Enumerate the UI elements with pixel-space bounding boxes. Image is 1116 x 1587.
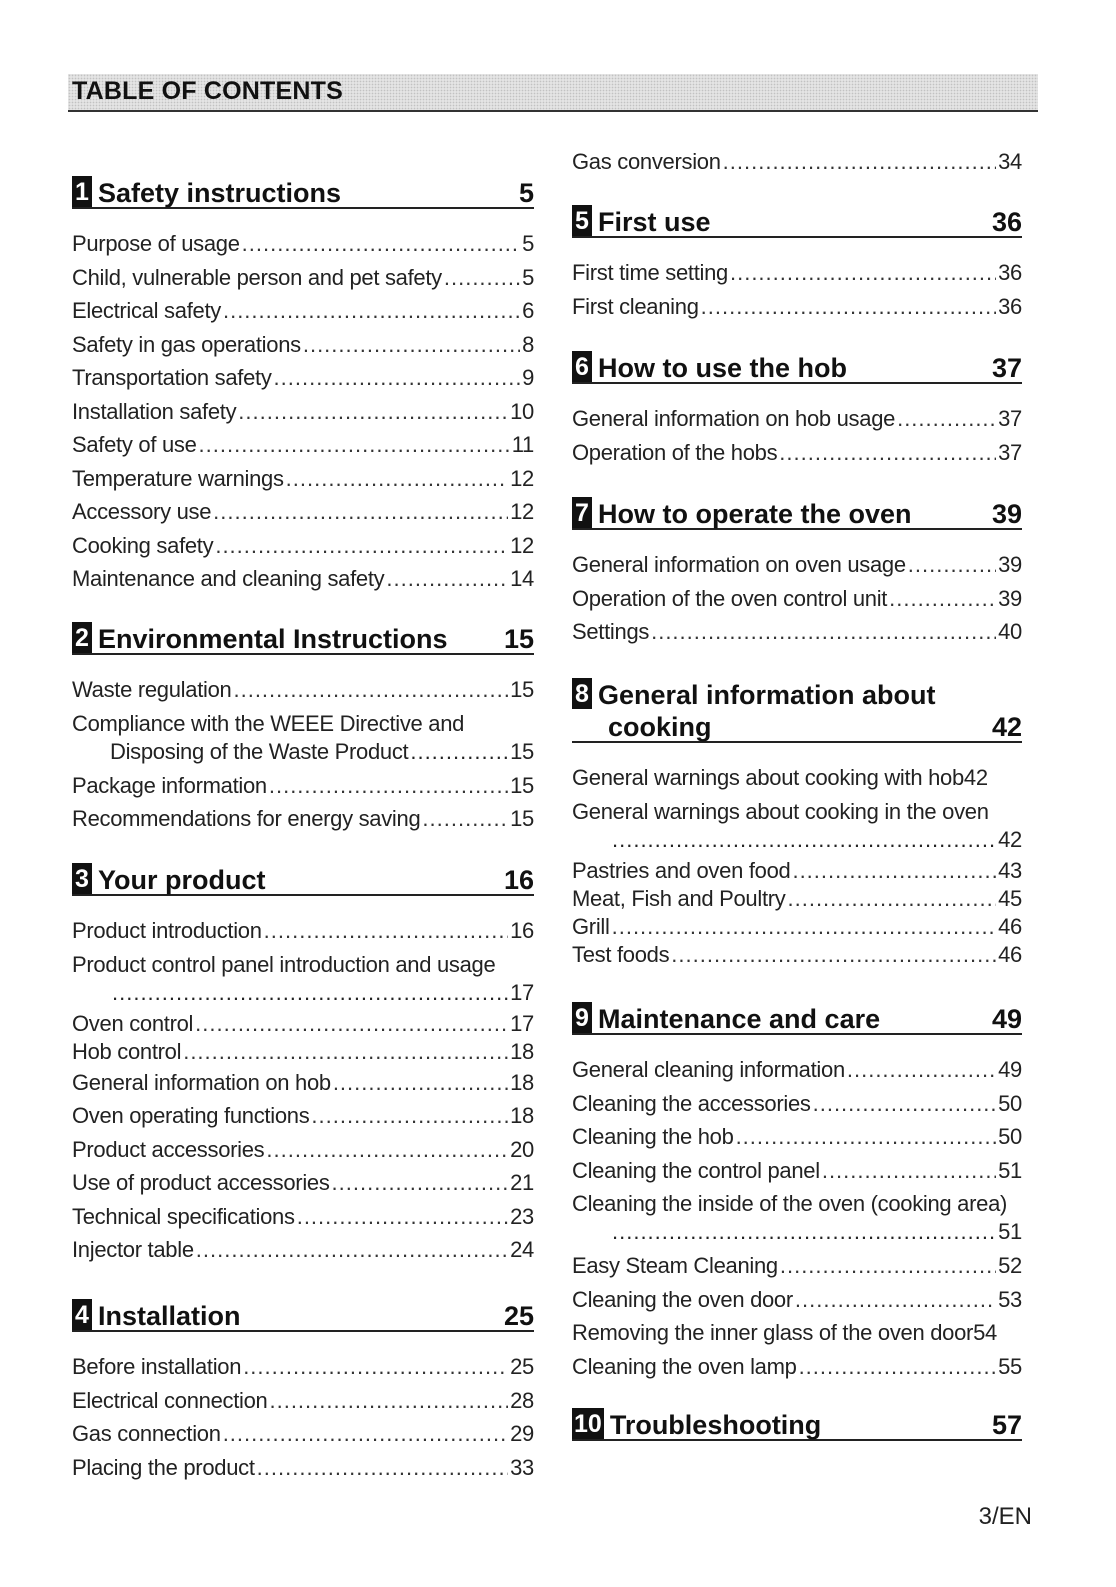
section-9: [572, 1002, 1022, 1383]
entry-page: 5: [522, 231, 534, 256]
entry-text: Injector table: [72, 1237, 194, 1262]
entry-page: 50: [998, 1090, 1022, 1116]
entry-text: Purpose of usage: [72, 231, 240, 256]
section-page: 57: [991, 1409, 1022, 1440]
entry-text: Cooking safety: [72, 532, 214, 558]
toc-entry[interactable]: [72, 361, 534, 395]
section-page: 16: [503, 864, 534, 895]
entry-page: 5: [522, 264, 534, 290]
entry-list: [572, 256, 1022, 323]
toc-entry[interactable]: [572, 436, 1022, 470]
section-title: How to operate the oven: [598, 498, 912, 529]
entry-text: Oven operating functions: [72, 1103, 310, 1128]
entry-text: Use of product accessories: [72, 1170, 330, 1195]
entry-page: 39: [998, 585, 1022, 611]
section-page: 36: [991, 206, 1022, 237]
toc-entry[interactable]: [72, 1133, 534, 1167]
entry-text: General information on oven usage: [572, 552, 906, 577]
entry-text: Safety of use: [72, 432, 197, 457]
section-number: 1: [72, 176, 92, 207]
entry-page: 17: [510, 1010, 534, 1036]
toc-entry[interactable]: [572, 885, 1022, 913]
entry-page: 51: [998, 1219, 1022, 1244]
toc-entry[interactable]: [572, 615, 1022, 649]
entry-text: General information on hob: [72, 1069, 331, 1095]
entry-page: 18: [510, 1038, 534, 1064]
entry-page: 15: [510, 738, 534, 764]
entry-list: [572, 1053, 1022, 1383]
toc-entry[interactable]: [572, 582, 1022, 616]
section-heading[interactable]: [72, 622, 534, 655]
entry-page: 36: [998, 293, 1022, 319]
entry-page: 28: [510, 1387, 534, 1413]
entry-page: 23: [510, 1203, 534, 1229]
entry-text: Electrical safety: [72, 298, 221, 323]
section-page: 42: [991, 712, 1022, 742]
entry-text: Temperature warnings: [72, 465, 284, 491]
entry-page: 43: [998, 857, 1022, 883]
entry-page: 34: [998, 149, 1022, 174]
entry-text: Product accessories: [72, 1136, 265, 1162]
toc-entry[interactable]: [572, 145, 1022, 179]
entry-text: Cleaning the control panel: [572, 1157, 820, 1183]
section-title-continued: cooking: [608, 712, 712, 742]
section-title: Your product: [98, 864, 266, 895]
entry-text: Electrical connection: [72, 1387, 268, 1413]
toc-entry[interactable]: [572, 290, 1022, 324]
entry-page: 18: [510, 1069, 534, 1095]
entry-page: 37: [998, 439, 1022, 465]
entry-text: General warnings about cooking with hob: [572, 765, 964, 791]
entry-page: 20: [510, 1136, 534, 1162]
toc-entry[interactable]: [72, 495, 534, 529]
section-page: 49: [991, 1003, 1022, 1034]
entry-text: Technical specifications: [72, 1203, 295, 1229]
entry-text: Compliance with the WEEE Directive and: [72, 710, 465, 736]
entry-list: [572, 761, 1022, 969]
entry-list: [72, 914, 534, 1267]
entry-page: 25: [510, 1354, 534, 1379]
section-title: Environmental Instructions: [98, 623, 448, 654]
section-heading[interactable]: [72, 863, 534, 896]
entry-text: Cleaning the accessories: [572, 1090, 811, 1116]
section-heading[interactable]: [572, 351, 1022, 384]
entry-text: Settings: [572, 619, 650, 644]
entry-page: 37: [998, 406, 1022, 431]
entry-page: 42: [998, 826, 1022, 852]
entry-list: [572, 548, 1022, 649]
section-3: [72, 863, 534, 1267]
entry-text: Gas connection: [72, 1421, 221, 1446]
entry-text: Placing the product: [72, 1454, 255, 1480]
toc-entry[interactable]: [72, 562, 534, 596]
entry-text: Gas conversion: [572, 149, 721, 174]
entry-text: General information on hob usage: [572, 406, 896, 431]
toc-entry[interactable]: [72, 1451, 534, 1485]
entry-text: First time setting: [572, 260, 728, 285]
entry-page: 21: [510, 1170, 534, 1195]
entry-page: 51: [998, 1157, 1022, 1183]
entry-page: 36: [998, 260, 1022, 285]
section-number: 7: [572, 497, 592, 528]
entry-page: 46: [998, 913, 1022, 939]
entry-text: Transportation safety: [72, 365, 272, 390]
toc-entry[interactable]: [72, 1038, 534, 1066]
section-number: 6: [572, 351, 592, 382]
entry-text: Before installation: [72, 1354, 242, 1379]
entry-text: Easy Steam Cleaning: [572, 1253, 778, 1278]
section-number: 10: [574, 1410, 602, 1438]
section-heading[interactable]: [572, 1408, 1022, 1441]
entry-page: 46: [998, 941, 1022, 967]
section-heading[interactable]: [72, 176, 534, 209]
entry-page: 6: [522, 298, 534, 323]
section-number: 9: [572, 1002, 592, 1033]
toc-entry[interactable]: [572, 913, 1022, 941]
toc-entry[interactable]: [72, 328, 534, 362]
entry-text: Accessory use: [72, 499, 212, 524]
entry-page: 39: [998, 552, 1022, 577]
entry-page: 18: [510, 1103, 534, 1128]
section-number: 5: [572, 205, 592, 236]
entry-text: Maintenance and cleaning safety: [72, 566, 385, 591]
toc-entry[interactable]: [72, 1350, 534, 1384]
toc-entry[interactable]: [72, 294, 534, 328]
entry-list: [72, 1350, 534, 1484]
toc-entry[interactable]: [72, 395, 534, 429]
toc-entry[interactable]: [72, 710, 534, 766]
entry-list: [572, 402, 1022, 469]
entry-page: 45: [998, 885, 1022, 911]
toc-header: [68, 74, 1038, 112]
toc-entry[interactable]: [572, 1316, 1022, 1350]
entry-text: Product control panel introduction and usage: [72, 951, 496, 977]
toc-entry[interactable]: [72, 1010, 534, 1038]
toc-entry[interactable]: [72, 1233, 534, 1267]
toc-entry[interactable]: [572, 1154, 1022, 1188]
entry-text: First cleaning: [572, 293, 699, 319]
section-title: General information about: [598, 679, 936, 710]
entry-page: 50: [998, 1124, 1022, 1149]
entry-text: Removing the inner glass of the oven door: [572, 1320, 974, 1345]
entry-text: Child, vulnerable person and pet safety: [72, 264, 442, 290]
entry-text: Grill: [572, 913, 610, 939]
entry-page: 8: [522, 331, 534, 357]
continued-entry: [572, 145, 1022, 179]
section-title: Maintenance and care: [598, 1003, 881, 1034]
toc-entry[interactable]: [72, 1384, 534, 1418]
toc-entry[interactable]: [72, 802, 534, 836]
entry-text: Operation of the oven control unit: [572, 585, 888, 611]
toc-entry[interactable]: [572, 1120, 1022, 1154]
toc-entry[interactable]: [572, 941, 1022, 969]
toc-entry[interactable]: [572, 1190, 1022, 1246]
entry-page: 24: [510, 1237, 534, 1262]
section-heading[interactable]: [572, 205, 1022, 238]
entry-text: Pastries and oven food: [572, 857, 791, 883]
section-1: [72, 176, 534, 596]
entry-page: 49: [998, 1057, 1022, 1082]
entry-page: 14: [510, 566, 534, 591]
toc-entry[interactable]: [72, 914, 534, 948]
entry-page: 12: [510, 532, 534, 558]
toc-entry[interactable]: [572, 1249, 1022, 1283]
entry-page: 9: [522, 365, 534, 390]
entry-text: Oven control: [72, 1010, 194, 1036]
entry-page: 54: [973, 1320, 997, 1345]
toc-entry[interactable]: [72, 673, 534, 707]
entry-text: Test foods: [572, 941, 670, 967]
section-heading[interactable]: [72, 1299, 534, 1332]
entry-page: 11: [511, 432, 534, 457]
toc-entry[interactable]: [72, 529, 534, 563]
section-number: 3: [72, 863, 92, 894]
entry-text: Installation safety: [72, 398, 237, 424]
toc-entry[interactable]: [72, 769, 534, 803]
section-heading[interactable]: [572, 497, 1022, 530]
entry-text: Hob control: [72, 1038, 182, 1064]
entry-page: 29: [510, 1421, 534, 1446]
toc-entry[interactable]: [572, 548, 1022, 582]
entry-page: 12: [510, 499, 534, 524]
page-number: 3/EN: [978, 1503, 1032, 1530]
toc-entry[interactable]: [572, 1087, 1022, 1121]
entry-page: 40: [998, 619, 1022, 644]
section-heading[interactable]: [572, 1002, 1022, 1035]
entry-text: General cleaning information: [572, 1057, 845, 1082]
section-title: Installation: [98, 1300, 241, 1331]
section-page: 25: [503, 1300, 534, 1331]
entry-page: 16: [510, 918, 534, 943]
section-heading[interactable]: [572, 678, 1022, 743]
toc-entry[interactable]: [572, 1350, 1022, 1384]
toc-entry[interactable]: [572, 256, 1022, 290]
entry-list: [72, 673, 534, 836]
section-page: 5: [518, 177, 534, 208]
section-4: [72, 1299, 534, 1484]
toc-entry[interactable]: [72, 1099, 534, 1133]
entry-page: 33: [510, 1454, 534, 1480]
entry-page: 15: [510, 677, 534, 702]
entry-page: 52: [998, 1253, 1022, 1278]
entry-text: Cleaning the hob: [572, 1124, 734, 1149]
entry-text: Recommendations for energy saving: [72, 806, 421, 831]
toc-entry[interactable]: [72, 1417, 534, 1451]
toc-entry[interactable]: [572, 798, 1022, 854]
toc-entry[interactable]: [572, 402, 1022, 436]
toc-entry[interactable]: [572, 1283, 1022, 1317]
entry-text: Cleaning the inside of the oven (cooking area): [572, 1191, 1008, 1216]
entry-page: 42: [963, 765, 988, 791]
toc-entry[interactable]: [72, 951, 534, 1007]
section-title: Troubleshooting: [609, 1409, 822, 1440]
entry-page: 17: [510, 979, 534, 1005]
entry-text-continued: Disposing of the Waste Product: [110, 738, 409, 764]
toc-entry[interactable]: [572, 857, 1022, 885]
toc-entry[interactable]: [72, 1166, 534, 1200]
section-2: [72, 622, 534, 836]
toc-entry[interactable]: [72, 227, 534, 261]
entry-text: Safety in gas operations: [72, 331, 301, 357]
entry-text: Cleaning the oven lamp: [572, 1353, 797, 1379]
entry-page: 15: [510, 806, 534, 831]
entry-text: General warnings about cooking in the oven: [572, 798, 989, 824]
entry-page: 53: [998, 1286, 1022, 1312]
entry-text: Product introduction: [72, 918, 262, 943]
section-title: Safety instructions: [98, 177, 342, 208]
toc-entry[interactable]: [572, 1053, 1022, 1087]
section-7: [572, 497, 1022, 649]
section-number: 4: [72, 1299, 92, 1330]
entry-page: 12: [510, 465, 534, 491]
entry-page: 55: [998, 1353, 1022, 1379]
section-8: [572, 678, 1022, 969]
toc-entry[interactable]: [72, 1066, 534, 1100]
section-page: 15: [503, 623, 534, 654]
toc-entry[interactable]: [72, 428, 534, 462]
toc-entry[interactable]: [72, 261, 534, 295]
section-10: [572, 1408, 1022, 1441]
entry-text: Cleaning the oven door: [572, 1286, 793, 1312]
section-5: [572, 205, 1022, 323]
section-number: 2: [72, 622, 92, 653]
toc-entry[interactable]: [72, 1200, 534, 1234]
entry-text: Package information: [72, 772, 267, 798]
entry-text: Operation of the hobs: [572, 439, 778, 465]
section-page: 37: [991, 352, 1022, 383]
toc-title: TABLE OF CONTENTS: [72, 77, 343, 105]
toc-entry[interactable]: [72, 462, 534, 496]
entry-page: 10: [510, 398, 534, 424]
section-title: How to use the hob: [598, 352, 847, 383]
entry-list: [72, 227, 534, 596]
toc-entry[interactable]: [572, 761, 1022, 795]
section-title: First use: [598, 206, 711, 237]
entry-page: 15: [510, 772, 534, 798]
entry-text: Meat, Fish and Poultry: [572, 885, 786, 911]
section-6: [572, 351, 1022, 469]
entry-text: Waste regulation: [72, 677, 232, 702]
section-page: 39: [991, 498, 1022, 529]
section-number: 8: [572, 678, 592, 709]
